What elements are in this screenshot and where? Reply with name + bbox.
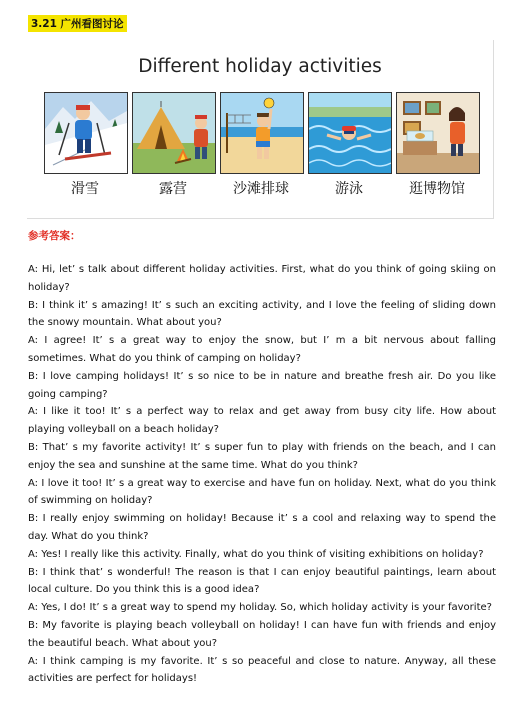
dialogue-line: A: I think camping is my favorite. It’ s so peaceful and close to nature. Anyway, all these activities are perfect for holidays!: [28, 655, 496, 685]
answer-label: 参考答案：: [28, 230, 81, 242]
beach-volleyball-illustration: [220, 92, 304, 174]
dialogue-line: A: Yes! I really like this activity. Finally, what do you think of visiting exhibitions on holiday?: [28, 548, 484, 560]
dialogue-line: A: I agree! It’ s a great way to enjoy the snow, but I’ m a bit nervous about falling sometimes. What do you think of camping on holiday?: [28, 335, 496, 364]
dialogue-line: B: I love camping holidays! It’ s so nice to be in nature and breathe fresh air. Do you like going camping?: [28, 370, 496, 400]
dialogue-line: B: I think it’ s amazing! It’ s such an exciting activity, and I love the feeling of sliding down the snowy mountain. What about you?: [28, 299, 496, 329]
section-label: 3.21 广州看图讨论: [28, 15, 127, 32]
skiing-illustration: [44, 92, 128, 174]
activity-label-swimming: 游泳: [335, 181, 363, 197]
activity-label-museum: 逛博物馆: [409, 181, 465, 197]
card-title: Different holiday activities: [138, 56, 382, 77]
dialogue-line: B: I really enjoy swimming on holiday! Because it’ s a cool and relaxing way to spend the day. What do you think?: [28, 513, 496, 542]
activities-card: [27, 40, 494, 219]
activity-label-camping: 露营: [159, 181, 187, 197]
dialogue-line: A: Yes, I do! It’ s a great way to spend my holiday. So, which holiday activity is your favorite?: [28, 602, 492, 614]
dialogue-line: B: My favorite is playing beach volleyball on holiday! I can have fun with friends and enjoy the beautiful beach. What about you?: [28, 619, 496, 649]
activity-label-skiing: 滑雪: [71, 181, 99, 197]
activity-label-beach-volleyball: 沙滩排球: [233, 181, 289, 197]
swimming-illustration: [308, 92, 392, 174]
museum-illustration: [396, 92, 480, 174]
dialogue: [28, 261, 496, 688]
dialogue-line: A: Hi, let’ s talk about different holiday activities. First, what do you think of going skiing on holiday?: [28, 264, 496, 293]
dialogue-line: A: I love it too! It’ s a great way to exercise and have fun on holiday. Next, what do you think of swimming on holiday?: [28, 477, 496, 507]
dialogue-line: B: I think that’ s wonderful! The reason is that I can enjoy beautiful paintings, learn about local culture. Do you think this is a good idea?: [28, 566, 496, 596]
dialogue-line: A: I like it too! It’ s a perfect way to relax and get away from busy city life. How about playing volleyball on a beach holiday?: [28, 406, 496, 436]
camping-illustration: [132, 92, 216, 174]
dialogue-line: B: That’ s my favorite activity! It’ s super fun to play with friends on the beach, and I can enjoy the sea and sunshine at the same time. What do you think?: [28, 441, 496, 471]
